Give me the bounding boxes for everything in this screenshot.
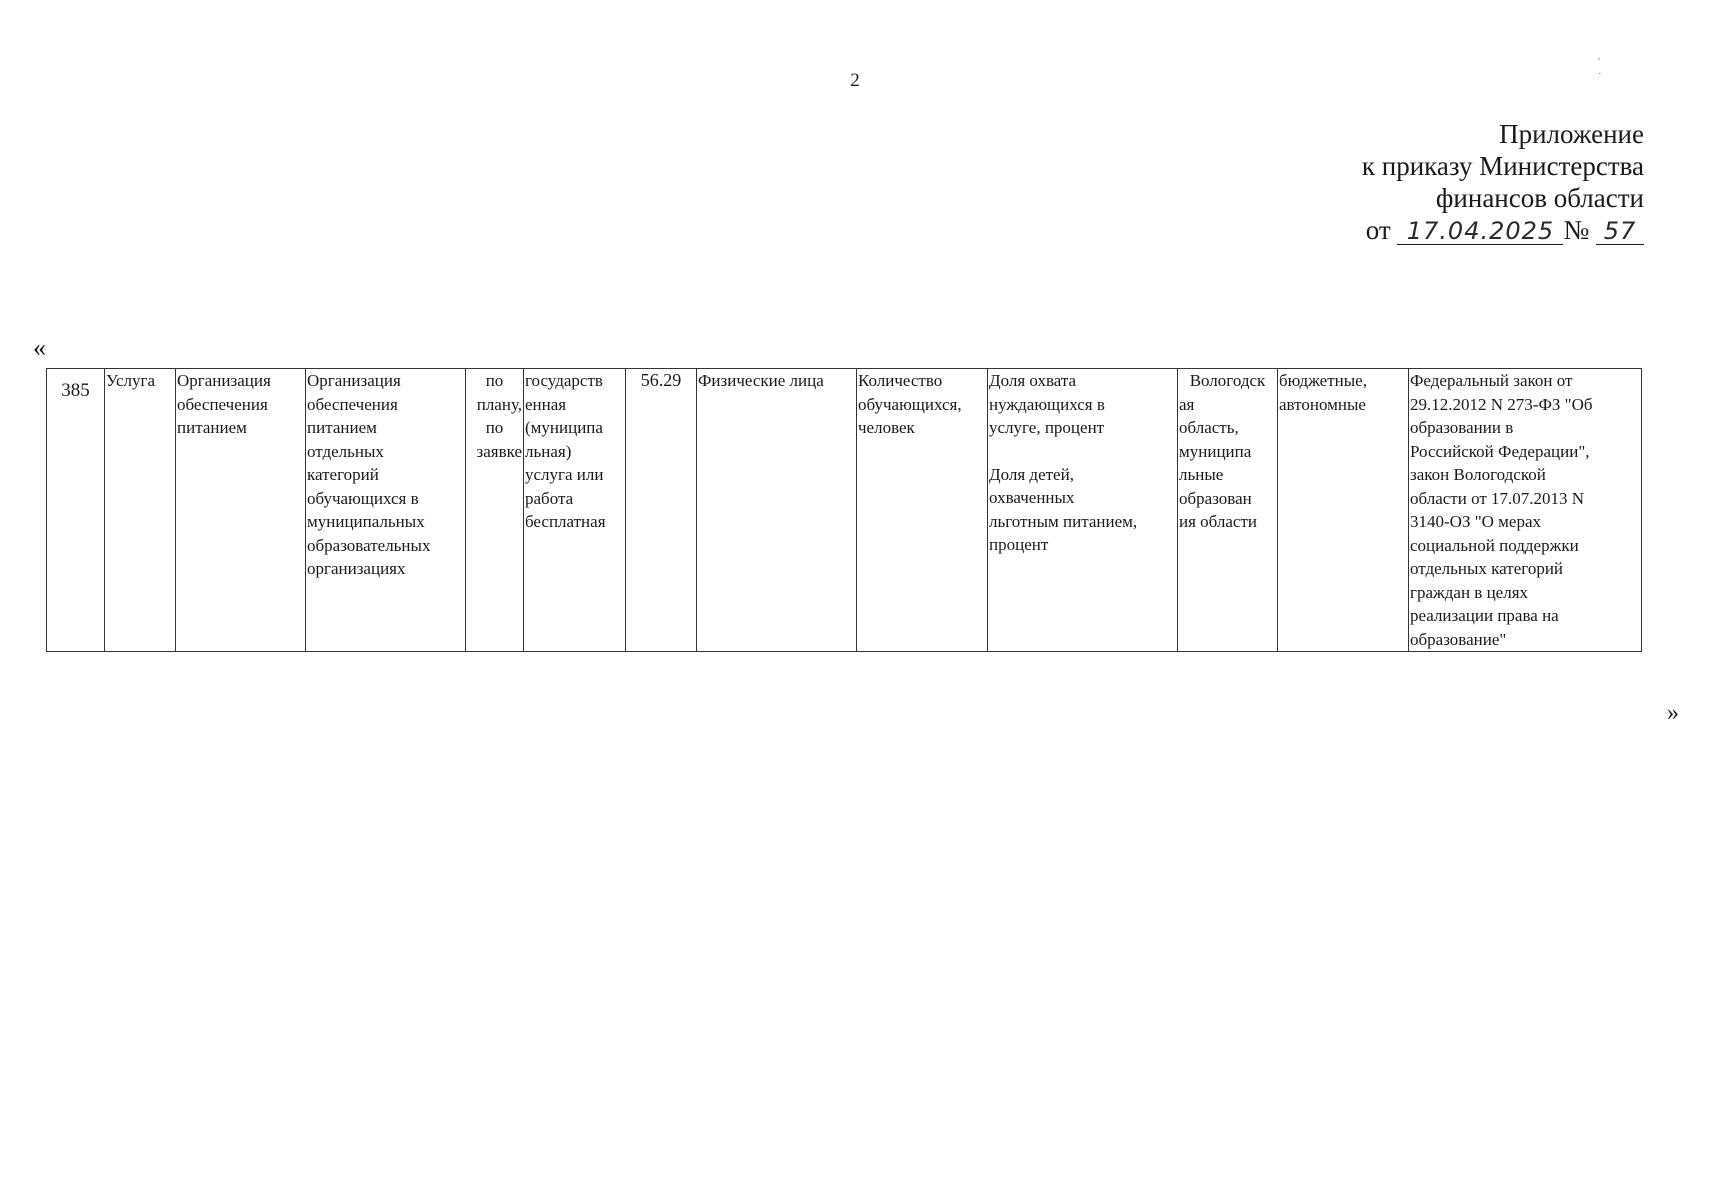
cell-condition: по плану, по заявке — [466, 369, 524, 652]
cell-territory: Вологодск ая область, муниципа льные образован ия области — [1178, 369, 1278, 652]
cell-kind: государств енная (муниципа льная) услуга или работа бесплатная — [524, 369, 626, 652]
table-row — [47, 369, 1642, 652]
appendix-title: Приложение — [1499, 119, 1644, 149]
appendix-header — [1362, 118, 1644, 246]
page-number: 2 — [850, 70, 860, 91]
opening-quote: « — [33, 333, 46, 362]
from-label: от — [1365, 215, 1391, 245]
cell-legal-basis: Федеральный закон от 29.12.2012 N 273-ФЗ "Об образовании в Российской Федерации", закон Вологодской области от 17.07.2013 N 3140-ОЗ "О мерах социальной поддержки отдельных категорий граждан в целях реализации права на образование" — [1409, 369, 1642, 652]
cell-institution-types: бюджетные, автономные — [1278, 369, 1409, 652]
handwritten-date: 17.04.2025 — [1397, 218, 1563, 245]
appendix-ministry: финансов области — [1435, 183, 1644, 213]
cell-name: Организация обеспечения питанием — [176, 369, 306, 652]
cell-volume-indicator: Количество обучающихся, человек — [857, 369, 988, 652]
cell-number: 385 — [47, 369, 105, 652]
cell-quality-indicators: Доля охвата нуждающихся в услуге, процент Доля детей, охваченных льготным питанием, процент — [988, 369, 1178, 652]
closing-quote: » — [1667, 700, 1679, 726]
handwritten-number: 57 — [1596, 218, 1644, 245]
appendix-order-ref: к приказу Министерства — [1361, 151, 1644, 181]
cell-consumers: Физические лица — [697, 369, 857, 652]
cell-okved-code: 56.29 — [626, 369, 697, 652]
number-label: № — [1563, 215, 1590, 245]
cell-content: Организация обеспечения питанием отдельных категорий обучающихся в муниципальных образовательных организациях — [306, 369, 466, 652]
scan-marks: ' · — [1598, 56, 1650, 80]
registry-table — [46, 368, 1642, 652]
appendix-order-line — [1362, 214, 1644, 246]
cell-type: Услуга — [105, 369, 176, 652]
